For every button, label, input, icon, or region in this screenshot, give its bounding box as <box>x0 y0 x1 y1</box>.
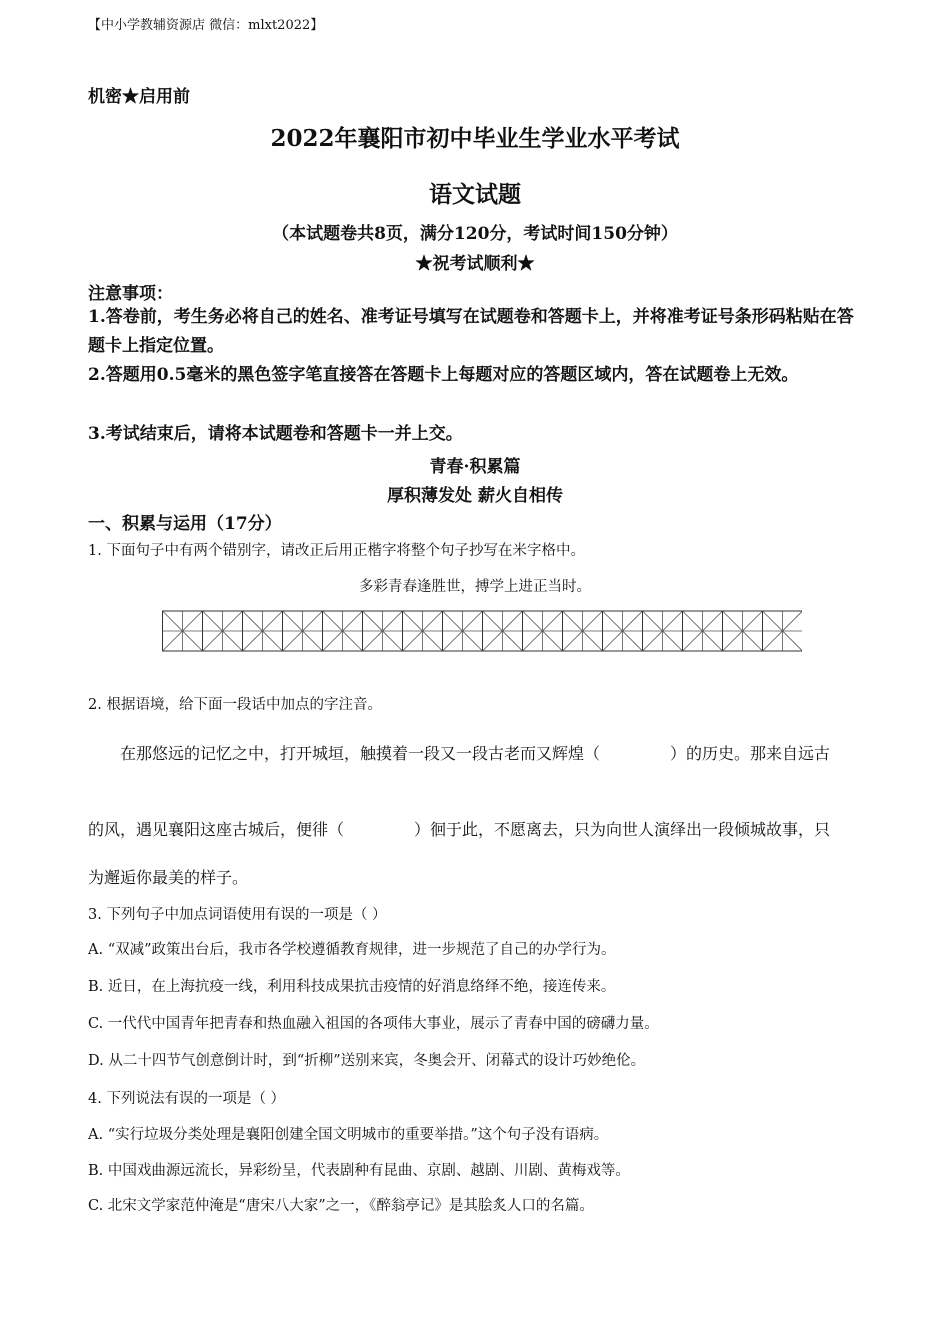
mizige-cell[interactable] <box>363 611 403 651</box>
mizige-cell[interactable] <box>443 611 483 651</box>
question-3-option-d: D. 从二十四节气创意倒计时，到“折柳”送别来宾，冬奥会开、闭幕式的设计巧妙绝伦。 <box>88 1053 646 1069</box>
note-item: 2.答题用0.5毫米的黑色签字笔直接答在答题卡上每题对应的答题区域内，答在试题卷上无效。 <box>88 365 799 385</box>
mizige-cell[interactable] <box>523 611 563 651</box>
question-1-sentence: 多彩青春逢胜世，搏学上进正当时。 <box>359 579 591 595</box>
mizige-cell[interactable] <box>283 611 323 651</box>
question-3-option-c: C. 一代代中国青年把青春和热血融入祖国的各项伟大事业，展示了青春中国的磅礴力量。 <box>88 1016 659 1032</box>
question-3-option-a: A. “双减”政策出台后，我市各学校遵循教育规律，进一步规范了自己的办学行为。 <box>88 942 616 958</box>
notes-heading: 注意事项： <box>88 284 173 304</box>
exam-title: 2022年襄阳市初中毕业生学业水平考试 <box>270 125 680 152</box>
confidential-label: 机密★启用前 <box>88 87 190 107</box>
mizige-cell[interactable] <box>243 611 283 651</box>
section-name: 青春·积累篇 <box>429 457 521 477</box>
question-1-stem: 1. 下面句子中有两个错别字，请改正后用正楷字将整个句子抄写在米字格中。 <box>88 543 585 559</box>
question-3-stem: 3. 下列句子中加点词语使用有误的一项是（ ） <box>88 907 387 923</box>
question-4-option-a: A. “实行垃圾分类处理是襄阳创建全国文明城市的重要举措。”这个句子没有语病。 <box>88 1127 609 1143</box>
exam-wish: ★祝考试顺利★ <box>415 254 535 274</box>
mizige-cell[interactable] <box>643 611 683 651</box>
section-motto: 厚积薄发处 薪火自相传 <box>387 486 563 506</box>
mizige-writing-grid[interactable] <box>162 610 802 652</box>
question-2-passage-line-1: 在那悠远的记忆之中，打开城垣，触摸着一段又一段古老而又辉煌（ ）的历史。那来自远古 <box>120 744 831 763</box>
question-2-passage-line-3: 为邂逅你最美的样子。 <box>88 868 249 887</box>
note-item: 1.答卷前，考生务必将自己的姓名、准考证号填写在试题卷和答题卡上，并将准考证号条形码粘贴在答题卡上指定位置。 <box>88 307 854 356</box>
question-4-option-b: B. 中国戏曲源远流长，异彩纷呈，代表剧种有昆曲、京剧、越剧、川剧、黄梅戏等。 <box>88 1163 630 1179</box>
question-2-passage-line-2: 的风，遇见襄阳这座古城后，便徘（ ）徊于此，不愿离去，只为向世人演绎出一段倾城故事，只 <box>88 820 831 839</box>
mizige-cell[interactable] <box>483 611 523 651</box>
question-4-stem: 4. 下列说法有误的一项是（ ） <box>88 1091 286 1107</box>
exam-info: （本试题卷共8页，满分120分，考试时间150分钟） <box>272 224 678 244</box>
part-heading: 一、积累与运用（17分） <box>88 514 282 534</box>
mizige-cell[interactable] <box>723 611 763 651</box>
subject-title: 语文试题 <box>429 181 521 208</box>
mizige-cell[interactable] <box>403 611 443 651</box>
question-3-option-b: B. 近日，在上海抗疫一线，利用科技成果抗击疫情的好消息络绎不绝，接连传来。 <box>88 979 616 995</box>
question-2-stem: 2. 根据语境，给下面一段话中加点的字注音。 <box>88 697 382 713</box>
mizige-cell[interactable] <box>683 611 723 651</box>
note-item: 3.考试结束后，请将本试题卷和答题卡一并上交。 <box>88 424 463 444</box>
mizige-cell[interactable] <box>603 611 643 651</box>
mizige-cell[interactable] <box>763 611 803 651</box>
watermark-header: 【中小学教辅资源店 微信：mlxt2022】 <box>88 18 324 33</box>
mizige-cell[interactable] <box>563 611 603 651</box>
question-4-option-c: C. 北宋文学家范仲淹是“唐宋八大家”之一，《醉翁亭记》是其脍炙人口的名篇。 <box>88 1198 594 1214</box>
mizige-cell[interactable] <box>163 611 203 651</box>
mizige-cell[interactable] <box>323 611 363 651</box>
mizige-cell[interactable] <box>203 611 243 651</box>
